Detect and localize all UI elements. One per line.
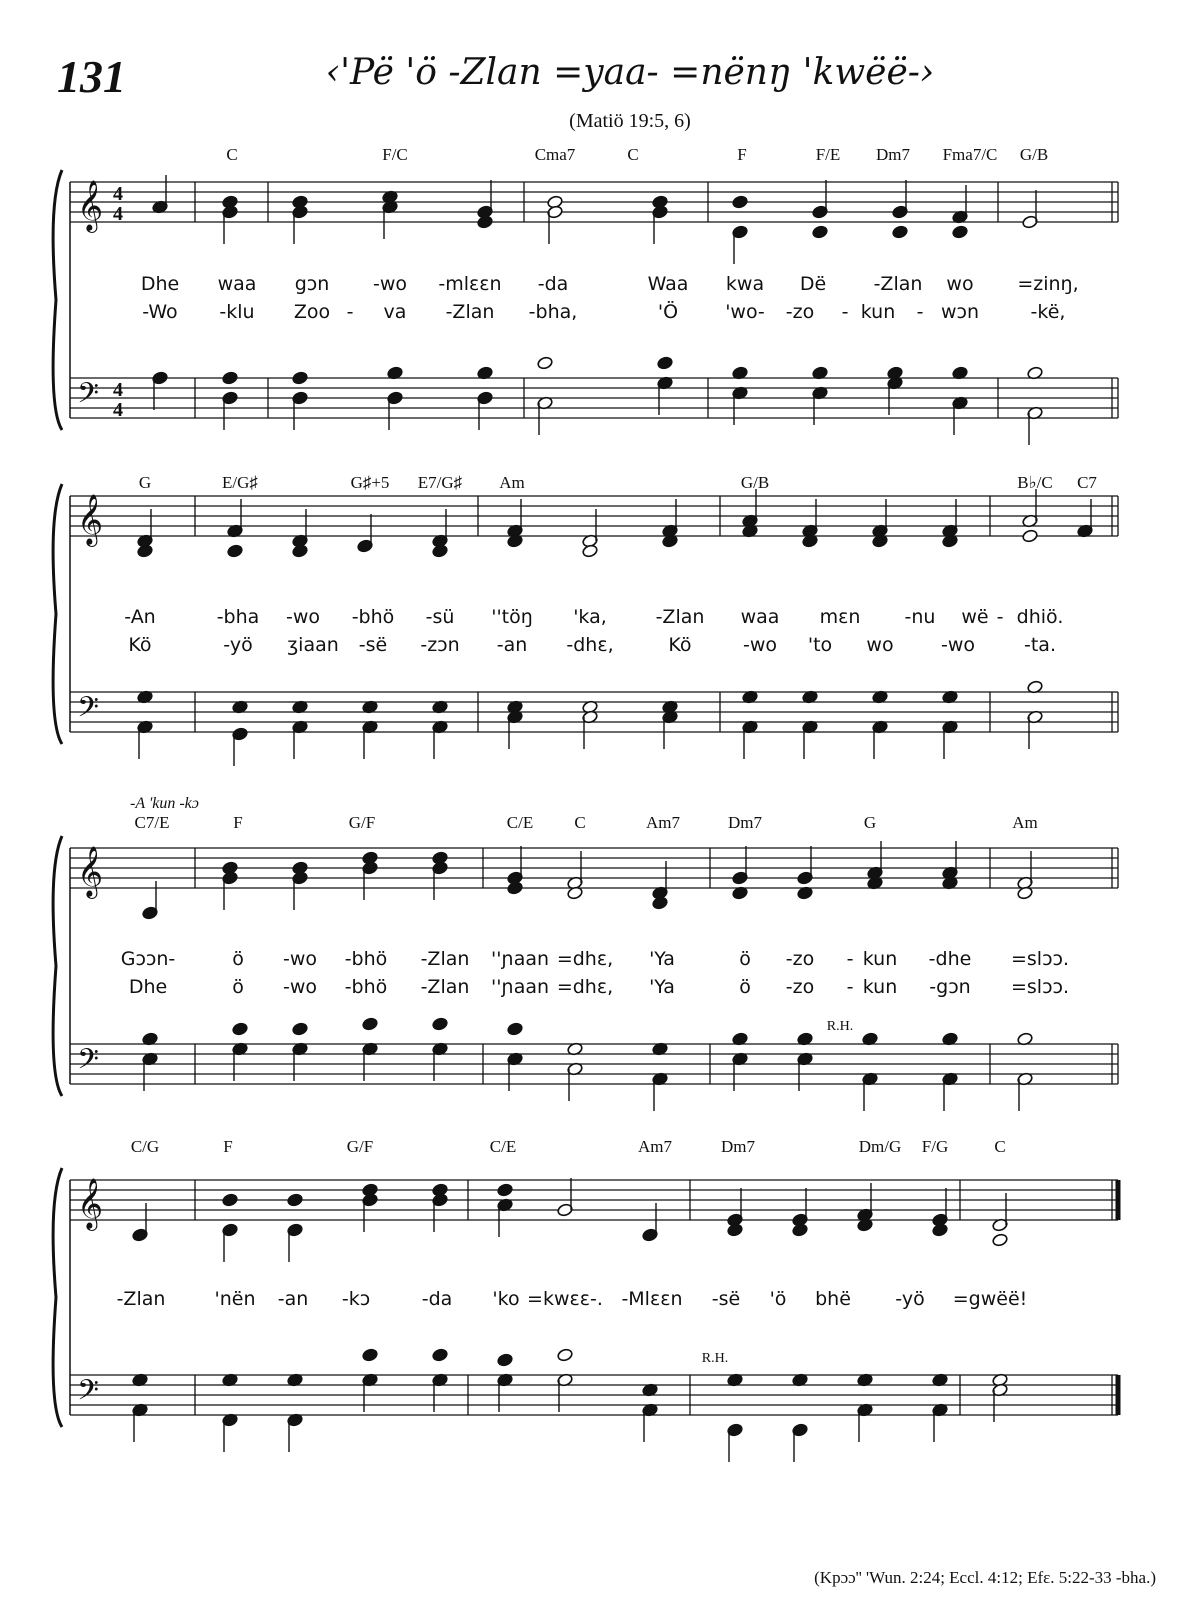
- system-4-verse1-syllable: -yö: [895, 1288, 925, 1310]
- system-3-verse1-syllable: ''ɲaan: [490, 948, 550, 970]
- system-1-verse1-syllable: =zinŋ,: [1017, 273, 1079, 295]
- system-1-chord-symbol: C: [627, 145, 639, 164]
- system-1-verse1-syllable: -Zlan: [873, 273, 923, 295]
- system-2-verse1-syllable: mɛn: [819, 606, 861, 628]
- system-1-brace: [53, 170, 62, 430]
- system-1-bass-note: [222, 371, 239, 385]
- system-1-verse1-syllable: Waa: [647, 273, 689, 295]
- system-1-verse1-syllable: -wo: [372, 273, 408, 295]
- system-2-verse1-syllable: -nu: [904, 606, 936, 628]
- system-4-bass-note: [362, 1348, 379, 1362]
- system-2-chord-symbol: G: [138, 473, 152, 492]
- system-2-verse1-syllable: wë: [961, 606, 989, 628]
- system-1-chord-symbol: F: [737, 145, 747, 164]
- system-3-verse1-syllable: ö: [232, 948, 244, 970]
- system-3-verse1-syllable: -dhe: [928, 948, 972, 970]
- system-3-cue-text: -A 'kun -kɔ: [130, 795, 199, 812]
- system-2-verse2-syllable: -dhɛ,: [566, 634, 614, 656]
- system-4-verse1-syllable: 'ko: [492, 1288, 520, 1310]
- system-1-chord-symbol: C: [226, 145, 238, 164]
- system-1-verse1-syllable: waa: [217, 273, 257, 295]
- system-1-verse2-syllable: -zo: [785, 301, 815, 323]
- system-1-verse1-syllable: gɔn: [294, 273, 330, 295]
- system-1-verse2-syllable: -kë,: [1030, 301, 1066, 323]
- system-3-verse2-syllable: =dhɛ,: [556, 976, 614, 998]
- system-2-chord-symbol: G/B: [740, 473, 770, 492]
- system-2-treble-note: [582, 544, 599, 558]
- system-2-chord-symbol: C7: [1077, 473, 1097, 492]
- system-1-chord-symbol: F/C: [382, 145, 408, 164]
- system-4-treble-note: [222, 1193, 239, 1207]
- system-3-verse1-syllable: =slɔɔ.: [1010, 948, 1070, 970]
- system-4-verse1-syllable: =kwɛɛ-.: [527, 1288, 603, 1310]
- system-4-verse1-syllable: -kɔ: [341, 1288, 371, 1310]
- system-3-verse2-syllable: ''ɲaan: [490, 976, 550, 998]
- system-2-treble-clef-icon: 𝄞: [76, 494, 104, 545]
- system-3-verse2-syllable: =slɔɔ.: [1010, 976, 1070, 998]
- system-2-verse1-syllable: -bhö: [351, 606, 395, 628]
- system-1-chord-symbol: Dm7: [876, 145, 910, 164]
- system-1-chord-symbol: Fma7/C: [942, 145, 998, 164]
- system-1-bass-clef-icon: 𝄢: [77, 377, 99, 417]
- system-1-treble-note: [732, 195, 749, 209]
- system-2-verse1-syllable: -wo: [285, 606, 321, 628]
- system-4-treble-note: [992, 1233, 1009, 1247]
- system-3-verse2-syllable: Dhe: [128, 976, 168, 998]
- system-4-verse1-syllable: -an: [277, 1288, 309, 1310]
- system-3-verse1-syllable: Gɔɔn-: [120, 948, 176, 970]
- system-2-verse2-syllable: -an: [496, 634, 528, 656]
- system-2-verse1-syllable: waa: [740, 606, 780, 628]
- system-1-verse1-syllable: wo: [946, 273, 974, 295]
- system-1-time-signature-top: 4: [113, 183, 123, 205]
- system-3-bass-clef-icon: 𝄢: [77, 1043, 99, 1083]
- system-1-verse2-syllable: -klu: [219, 301, 255, 323]
- system-2-treble-note: [432, 544, 449, 558]
- system-2-verse2-syllable: Kö: [668, 634, 692, 656]
- system-4-chord-symbol: F: [223, 1137, 233, 1156]
- system-4-bass-clef-icon: 𝄢: [77, 1374, 99, 1414]
- system-4-treble-note: [792, 1223, 809, 1237]
- system-1-treble-note: [892, 225, 909, 239]
- system-3-verse2-syllable: -wo: [282, 976, 318, 998]
- system-1-time-signature-top: 4: [113, 379, 123, 401]
- system-3-verse1-syllable: kun: [862, 948, 898, 970]
- footer-references: (Kpɔɔ'' 'Wun. 2:24; Eccl. 4:12; Efɛ. 5:22-33 -bha.): [814, 1568, 1156, 1587]
- system-2-verse2-syllable: -ta.: [1024, 634, 1056, 656]
- system-4-chord-symbol: G/F: [346, 1137, 374, 1156]
- system-2-verse1-syllable: -An: [124, 606, 156, 628]
- system-2-brace: [53, 484, 62, 744]
- system-3-bass-note: [432, 1017, 449, 1031]
- system-3-verse1-syllable: 'Ya: [649, 948, 675, 970]
- system-4-right-hand-marking: R.H.: [701, 1351, 729, 1366]
- system-3-verse2-syllable: -bhö: [344, 976, 388, 998]
- system-1-verse2-syllable: -Wo: [142, 301, 178, 323]
- system-3-bass-note: [292, 1022, 309, 1036]
- system-3-chord-symbol: G/F: [348, 813, 376, 832]
- system-1-verse1-syllable: Dë: [799, 273, 827, 295]
- system-4-verse1-syllable: -Zlan: [116, 1288, 166, 1310]
- system-1-chord-symbol: G/B: [1019, 145, 1049, 164]
- system-4-chord-symbol: Dm/G: [858, 1137, 902, 1156]
- system-1-verse2-syllable: -: [916, 301, 924, 323]
- system-3-brace: [53, 836, 62, 1096]
- system-1-verse1-syllable: -da: [537, 273, 569, 295]
- system-4-verse1-syllable: =gwëë!: [952, 1288, 1028, 1310]
- system-4-chord-symbol: Dm7: [721, 1137, 755, 1156]
- system-1-verse1-syllable: -mlɛɛn: [438, 273, 502, 295]
- system-4-treble-note: [287, 1193, 304, 1207]
- system-2-verse2-syllable: -yö: [223, 634, 253, 656]
- system-1-verse2-syllable: 'wo-: [725, 301, 765, 323]
- system-1-treble-clef-icon: 𝄞: [76, 180, 104, 231]
- system-4-verse1-syllable: -da: [421, 1288, 453, 1310]
- system-3-chord-symbol: G: [863, 813, 877, 832]
- system-1-chord-symbol: Cma7: [534, 145, 576, 164]
- system-3-verse2-syllable: kun: [862, 976, 898, 998]
- system-1-verse1-syllable: Dhe: [140, 273, 180, 295]
- system-3-verse1-syllable: -: [846, 948, 854, 970]
- system-1-verse2-syllable: Zoo: [293, 301, 331, 323]
- system-2-verse2-syllable: -zɔn: [420, 634, 460, 656]
- system-4-verse1-syllable: -Mlɛɛn: [621, 1288, 683, 1310]
- system-3-chord-symbol: Dm7: [728, 813, 762, 832]
- system-4-treble-clef-icon: 𝄞: [76, 1178, 104, 1229]
- system-1-time-signature-bottom: 4: [113, 399, 123, 421]
- system-3-verse1-syllable: ö: [739, 948, 751, 970]
- system-4-chord-symbol: C/E: [489, 1137, 517, 1156]
- system-3-bass-note: [232, 1022, 249, 1036]
- system-3-verse1-syllable: =dhɛ,: [556, 948, 614, 970]
- system-2-verse2-syllable: Kö: [128, 634, 152, 656]
- system-2-verse1-syllable: ''töŋ: [491, 606, 533, 628]
- system-1-chord-symbol: F/E: [815, 145, 841, 164]
- system-4-verse1-syllable: bhë: [815, 1288, 851, 1310]
- system-1-verse2-syllable: -Zlan: [445, 301, 495, 323]
- system-1-verse2-syllable: -: [841, 301, 849, 323]
- system-2-chord-symbol: E/G♯: [222, 473, 258, 492]
- system-2-verse2-syllable: wo: [866, 634, 894, 656]
- system-4-chord-symbol: Am7: [638, 1137, 672, 1156]
- system-3-treble-clef-icon: 𝄞: [76, 846, 104, 897]
- system-2-chord-symbol: E7/G♯: [417, 473, 463, 492]
- system-3-verse2-syllable: -: [846, 976, 854, 998]
- system-1-verse2-syllable: 'Ö: [657, 301, 679, 323]
- system-2-verse1-syllable: dhiö.: [1016, 606, 1064, 628]
- system-2-chord-symbol: B♭/C: [1017, 473, 1053, 492]
- system-3-treble-note: [652, 896, 669, 910]
- system-1-verse1-syllable: kwa: [725, 273, 765, 295]
- system-4-verse1-syllable: 'nën: [214, 1288, 256, 1310]
- system-3-verse1-syllable: -wo: [282, 948, 318, 970]
- system-1-verse2-syllable: kun: [860, 301, 896, 323]
- system-2-verse1-syllable: -bha: [216, 606, 260, 628]
- system-1-verse2-syllable: va: [383, 301, 407, 323]
- system-2-verse1-syllable: 'ka,: [573, 606, 607, 628]
- system-4-treble-note: [497, 1183, 514, 1197]
- system-3-verse2-syllable: ö: [232, 976, 244, 998]
- system-2-treble-note: [1022, 529, 1039, 543]
- system-1-bass-note: [537, 356, 554, 370]
- system-2-treble-note: [137, 544, 154, 558]
- hymn-title: ‹'Pë 'ö -Zlan =yaa- =nënŋ 'kwëë-›: [325, 52, 935, 93]
- system-3-chord-symbol: F: [233, 813, 243, 832]
- system-1-verse2-syllable: wɔn: [940, 301, 980, 323]
- system-4-chord-symbol: C/G: [130, 1137, 160, 1156]
- system-3-bass-note: [362, 1017, 379, 1031]
- system-3-verse2-syllable: ö: [739, 976, 751, 998]
- system-1-time-signature-bottom: 4: [113, 203, 123, 225]
- system-3-chord-symbol: C: [574, 813, 586, 832]
- system-3-chord-symbol: Am7: [646, 813, 680, 832]
- system-2-chord-symbol: Am: [499, 473, 525, 492]
- system-3-verse2-syllable: -gɔn: [929, 976, 971, 998]
- system-2-verse2-syllable: ʒiaan: [287, 634, 339, 656]
- system-2-verse1-syllable: -Zlan: [655, 606, 705, 628]
- system-3-verse2-syllable: 'Ya: [649, 976, 675, 998]
- hymn-number: 131: [57, 51, 126, 102]
- scripture-reference: (Matiö 19:5, 6): [569, 110, 691, 132]
- system-3-right-hand-marking: R.H.: [826, 1019, 854, 1034]
- system-1-treble-note: [952, 225, 969, 239]
- system-4-treble-note: [727, 1223, 744, 1237]
- system-2-verse1-syllable: -: [996, 606, 1004, 628]
- system-3-treble-note: [507, 881, 524, 895]
- system-3-chord-symbol: C/E: [506, 813, 534, 832]
- system-3-verse1-syllable: -zo: [785, 948, 815, 970]
- system-3-verse1-syllable: -bhö: [344, 948, 388, 970]
- system-2-verse2-syllable: -wo: [940, 634, 976, 656]
- system-3-verse2-syllable: -zo: [785, 976, 815, 998]
- system-4-brace: [53, 1168, 62, 1427]
- system-2-treble-note: [227, 544, 244, 558]
- system-1-bass-note: [657, 356, 674, 370]
- system-1-treble-note: [477, 215, 494, 229]
- system-1-verse2-syllable: -bha,: [528, 301, 578, 323]
- system-3-bass-note: [507, 1022, 524, 1036]
- system-4-verse1-syllable: -së: [711, 1288, 741, 1310]
- system-2-verse1-syllable: -sü: [425, 606, 455, 628]
- system-3-chord-symbol: C7/E: [134, 813, 170, 832]
- system-4-bass-note: [497, 1353, 514, 1367]
- system-4-bass-note: [557, 1348, 574, 1362]
- system-4-bass-note: [432, 1348, 449, 1362]
- system-2-verse2-syllable: 'to: [807, 634, 833, 656]
- system-3-verse1-syllable: -Zlan: [420, 948, 470, 970]
- system-4-chord-symbol: F/G: [921, 1137, 949, 1156]
- system-3-verse2-syllable: -Zlan: [420, 976, 470, 998]
- system-2-bass-clef-icon: 𝄢: [77, 691, 99, 731]
- system-2-verse2-syllable: -së: [358, 634, 388, 656]
- system-1-verse2-syllable: -: [346, 301, 354, 323]
- system-4-chord-symbol: C: [994, 1137, 1006, 1156]
- system-1-bass-note: [292, 371, 309, 385]
- system-2-chord-symbol: G♯+5: [350, 473, 390, 492]
- system-2-treble-note: [292, 544, 309, 558]
- system-1-treble-note: [812, 225, 829, 239]
- system-3-chord-symbol: Am: [1012, 813, 1038, 832]
- system-2-verse2-syllable: -wo: [742, 634, 778, 656]
- system-4-treble-note: [932, 1223, 949, 1237]
- system-4-verse1-syllable: 'ö: [769, 1288, 787, 1310]
